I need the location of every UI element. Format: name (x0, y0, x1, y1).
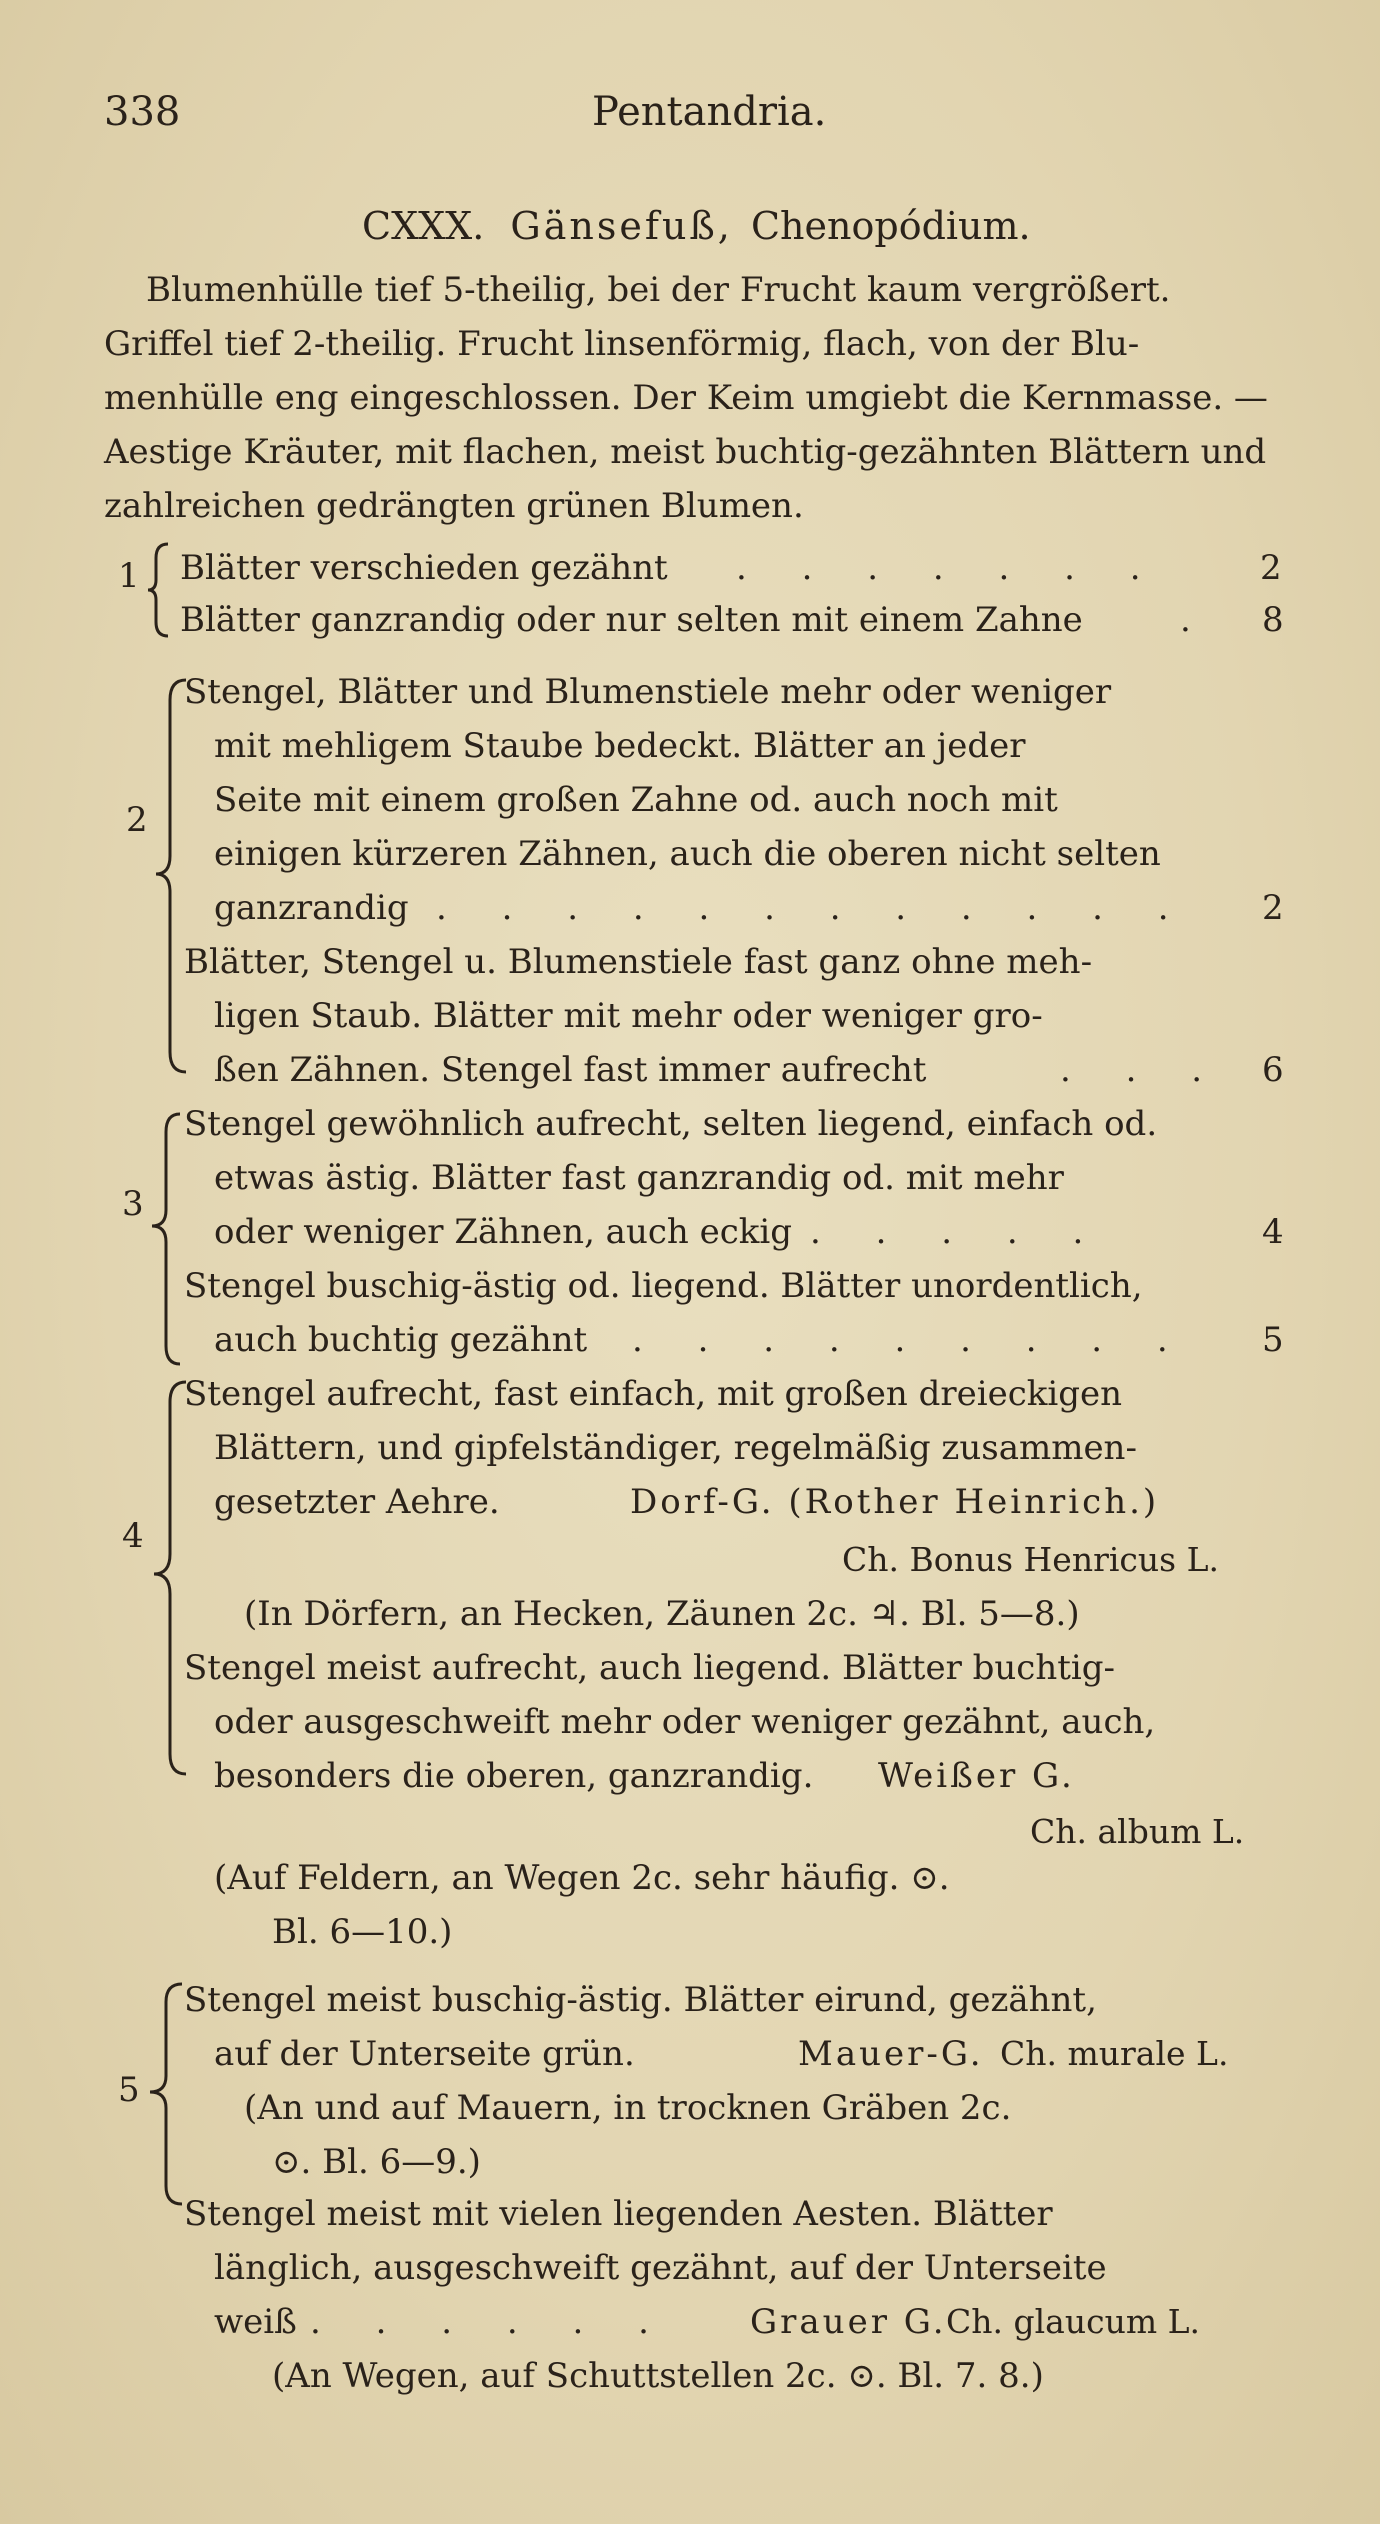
couplet-brace (150, 1378, 190, 1778)
key-lead: Blättern, und gipfelständiger, regelmäßig zusammen- (214, 1428, 1137, 1468)
key-ref: 2 (1260, 548, 1282, 588)
key-lead: gesetzter Aehre. (214, 1482, 500, 1522)
species-common-name: Mauer-G. (798, 2034, 984, 2074)
species-habitat: (An und auf Mauern, in trocknen Gräben 2c. (244, 2088, 1012, 2128)
key-ref: 4 (1262, 1212, 1284, 1252)
key-lead: etwas ästig. Blätter fast ganzrandig od. mit mehr (214, 1158, 1064, 1198)
couplet-brace (150, 676, 190, 1076)
description-line: menhülle eng eingeschlossen. Der Keim umgiebt die Kernmasse. — (104, 378, 1268, 418)
couplet-number: 5 (118, 2070, 140, 2110)
description-line: Blumenhülle tief 5-theilig, bei der Frucht kaum vergrößert. (146, 270, 1171, 310)
key-lead: weiß (214, 2302, 297, 2342)
key-lead: mit mehligem Staube bedeckt. Blätter an jeder (214, 726, 1026, 766)
key-lead: besonders die oberen, ganzrandig. (214, 1756, 814, 1796)
species-latin-name: Ch. murale L. (1000, 2034, 1229, 2073)
species-habitat: (Auf Feldern, an Wegen 2c. sehr häufig. ⊙. (214, 1858, 950, 1898)
leader-dots: . . . . . . . (736, 548, 1163, 588)
key-lead: ganzrandig (214, 888, 409, 928)
genus-name-lat: Chenopódium. (750, 204, 1031, 248)
leader-dots: . . . (1060, 1050, 1225, 1090)
leader-dots: . . . . . (810, 1212, 1106, 1252)
couplet-number: 1 (118, 556, 140, 596)
couplet-number: 3 (122, 1184, 144, 1224)
leader-dots: . . . . . . . . . . . . (436, 888, 1191, 928)
species-habitat: Bl. 6—10.) (272, 1912, 453, 1952)
key-ref: 6 (1262, 1050, 1284, 1090)
key-lead: Stengel meist buschig-ästig. Blätter eirund, gezähnt, (184, 1980, 1097, 2020)
key-ref: 2 (1262, 888, 1284, 928)
key-lead: auch buchtig gezähnt (214, 1320, 588, 1360)
key-lead: oder weniger Zähnen, auch eckig (214, 1212, 792, 1252)
couplet-number: 2 (126, 800, 148, 840)
species-latin-name: Ch. Bonus Henricus L. (842, 1540, 1219, 1579)
key-lead: Stengel meist mit vielen liegenden Aesten. Blätter (184, 2194, 1053, 2234)
key-lead: Stengel buschig-ästig od. liegend. Blätter unordentlich, (184, 1266, 1143, 1306)
leader-dots: . (1180, 600, 1213, 640)
key-lead: Blätter verschieden gezähnt (180, 548, 668, 588)
couplet-brace (144, 540, 174, 640)
couplet-brace (146, 1980, 186, 2210)
key-lead: oder ausgeschweift mehr oder weniger gezähnt, auch, (214, 1702, 1156, 1742)
species-habitat: ⊙. Bl. 6—9.) (272, 2142, 481, 2182)
key-lead: ßen Zähnen. Stengel fast immer aufrecht (214, 1050, 927, 1090)
species-latin-name: Ch. album L. (1030, 1812, 1245, 1851)
key-lead: Stengel meist aufrecht, auch liegend. Blätter buchtig- (184, 1648, 1116, 1688)
genus-heading (362, 206, 1031, 246)
genus-number: CXXX. (362, 204, 485, 248)
key-lead: Stengel aufrecht, fast einfach, mit großen dreieckigen (184, 1374, 1123, 1414)
key-lead: Stengel, Blätter und Blumenstiele mehr oder weniger (184, 672, 1112, 712)
couplet-number: 4 (122, 1516, 144, 1556)
species-common-name: Weißer G. (878, 1756, 1075, 1796)
species-habitat: (In Dörfern, an Hecken, Zäunen 2c. ♃. Bl. 5—8.) (244, 1594, 1080, 1634)
key-ref: 8 (1262, 600, 1284, 640)
key-lead: Blätter ganzrandig oder nur selten mit einem Zahne (180, 600, 1083, 640)
key-ref: 5 (1262, 1320, 1284, 1360)
species-common-name: Dorf-G. (Rother Heinrich.) (630, 1482, 1160, 1522)
species-common-name: Grauer G. (750, 2302, 947, 2342)
key-lead: Seite mit einem großen Zahne od. auch noch mit (214, 780, 1058, 820)
key-lead: ligen Staub. Blätter mit mehr oder weniger gro- (214, 996, 1043, 1036)
leader-dots: . . . . . . . . . (632, 1320, 1190, 1360)
description-line: Aestige Kräuter, mit flachen, meist buchtig-gezähnten Blättern und (104, 432, 1267, 472)
key-lead: einigen kürzeren Zähnen, auch die oberen nicht selten (214, 834, 1161, 874)
key-lead: Blätter, Stengel u. Blumenstiele fast ganz ohne meh- (184, 942, 1093, 982)
key-lead: Stengel gewöhnlich aufrecht, selten liegend, einfach od. (184, 1104, 1158, 1144)
page-number: 338 (104, 89, 181, 135)
species-latin-name: Ch. glaucum L. (946, 2302, 1201, 2341)
species-habitat: (An Wegen, auf Schuttstellen 2c. ⊙. Bl. 7. 8.) (272, 2356, 1044, 2396)
running-title: Pentandria. (592, 89, 827, 135)
key-lead: auf der Unterseite grün. (214, 2034, 635, 2074)
genus-name-de: Gänsefuß, (510, 204, 733, 248)
description-line: zahlreichen gedrängten grünen Blumen. (104, 486, 804, 526)
couplet-brace (148, 1110, 184, 1370)
key-lead: länglich, ausgeschweift gezähnt, auf der Unterseite (214, 2248, 1107, 2288)
leader-dots: . . . . . . (310, 2302, 671, 2342)
description-line: Griffel tief 2-theilig. Frucht linsenförmig, flach, von der Blu- (104, 324, 1140, 364)
